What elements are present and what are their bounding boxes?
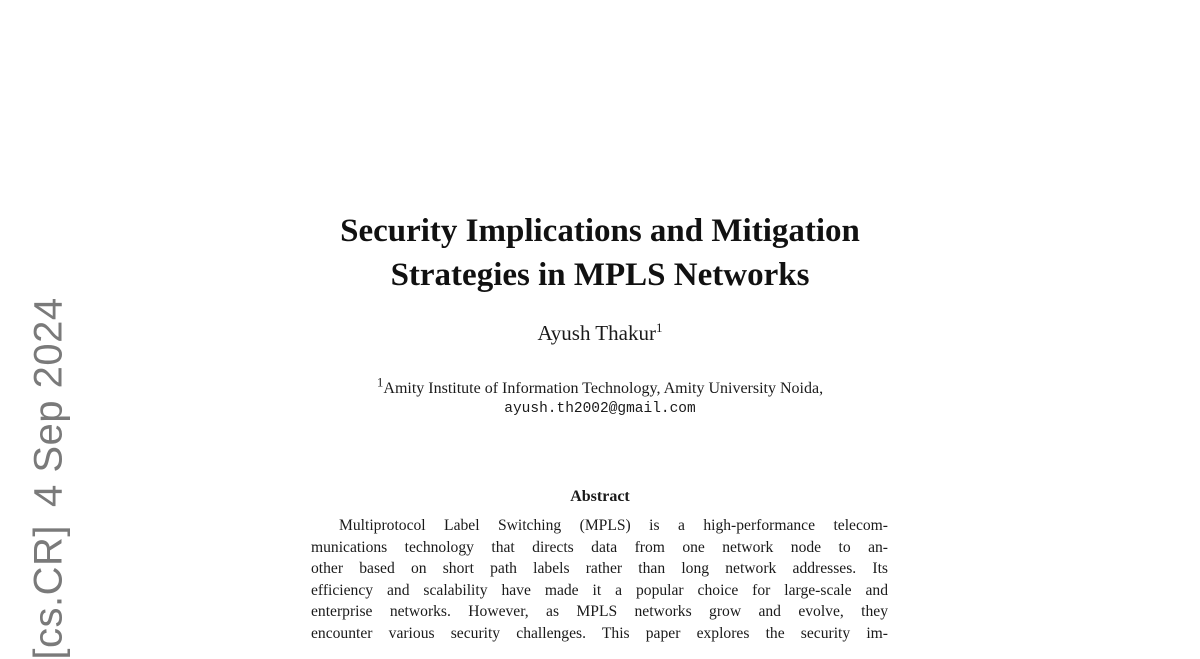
affiliation-block <box>250 374 950 420</box>
arxiv-stamp-text <box>27 297 72 659</box>
abstract-line: other based on short path labels rather than long network addresses. Its <box>311 560 888 577</box>
abstract-line: Multiprotocol Label Switching (MPLS) is a high-performance telecom- <box>339 517 888 534</box>
author-affiliation-mark: 1 <box>655 320 663 335</box>
arxiv-identifier-stamp <box>26 296 71 659</box>
arxiv-date: 4 Sep 2024 <box>26 296 71 507</box>
abstract-line: efficiency and scalability have made it a popular choice for large-scale and <box>311 581 888 599</box>
arxiv-category: [cs.CR] <box>26 524 71 659</box>
title-line-1: Security Implications and Mitigation <box>340 213 860 249</box>
title-line-2: Strategies in MPLS Networks <box>390 257 810 293</box>
author-email[interactable]: ayush.th2002@gmail.com <box>504 401 696 417</box>
affiliation-text: Amity Institute of Information Technology, Amity University Noida, <box>383 380 824 397</box>
abstract-body <box>311 515 888 644</box>
paper-title <box>250 209 950 297</box>
abstract-heading: Abstract <box>570 488 630 505</box>
abstract-line: enterprise networks. However, as MPLS networks grow and evolve, they <box>311 603 888 620</box>
abstract-line: encounter various security challenges. This paper explores the security im- <box>311 624 888 642</box>
affiliation-mark: 1 <box>376 374 384 390</box>
author-name: Ayush Thakur <box>537 321 656 345</box>
author-line <box>300 320 900 346</box>
abstract-line: munications technology that directs data from one network node to an- <box>311 538 888 556</box>
